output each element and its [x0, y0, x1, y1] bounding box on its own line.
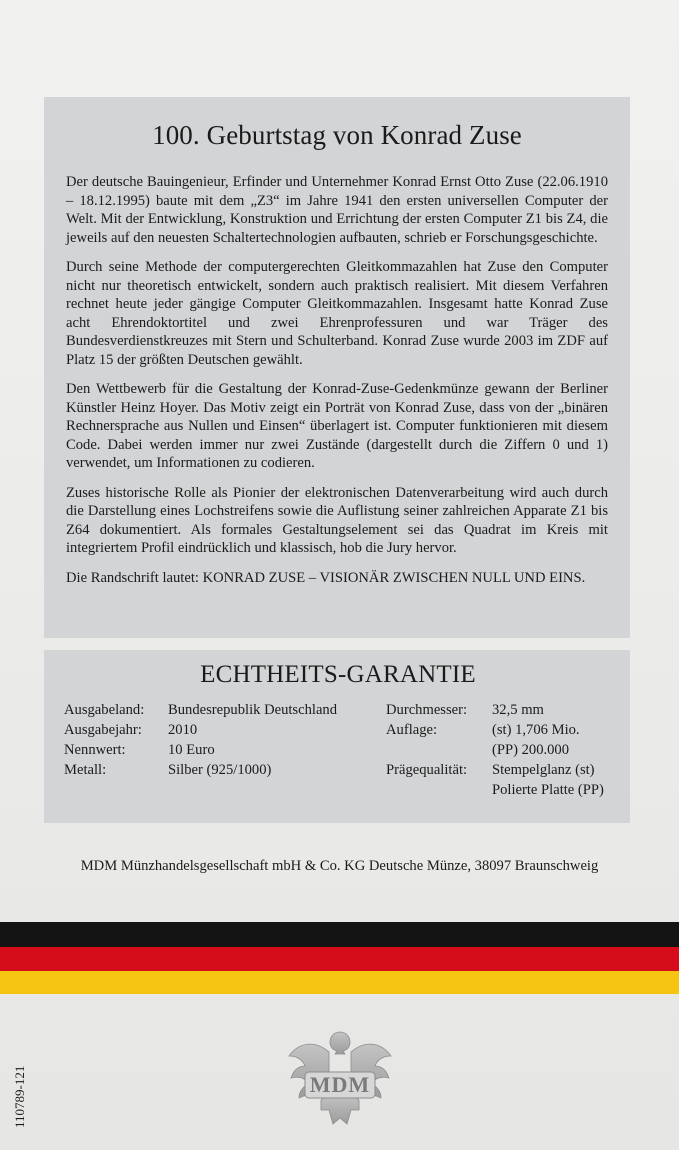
- spec-row: [64, 760, 337, 780]
- spec-row: [64, 740, 337, 760]
- spec-label: [386, 780, 492, 800]
- spec-value: 10 Euro: [168, 742, 215, 758]
- spec-label: Metall:: [64, 762, 107, 778]
- spec-label: [386, 740, 492, 760]
- spec-value: (st) 1,706 Mio.: [492, 722, 580, 738]
- spec-value: Silber (925/1000): [168, 762, 272, 778]
- spec-row: [386, 700, 604, 720]
- paragraph-historic-role: Zuses historische Rolle als Pionier der elektronischen Datenverarbeitung wird auch durch die Darstellung eines Lochstreifens sowie die Auflistung seiner zahlreichen Apparate Z1 bis Z64 dokumentiert. Als formales Gestaltungselement sei das Quadrat im Kreis mit integriertem Profil eindrücklich und klassisch, hob die Jury hervor.: [66, 484, 608, 556]
- spec-label: Prägequalität:: [386, 762, 468, 778]
- spec-label: Durchmesser:: [386, 702, 468, 718]
- spec-column-left: [64, 700, 337, 780]
- mdm-logo: [285, 1030, 395, 1126]
- spec-row: [64, 700, 337, 720]
- spec-value: (PP) 200.000: [492, 742, 570, 758]
- spec-row: [64, 720, 337, 740]
- paragraph-biography: Der deutsche Bauingenieur, Erfinder und Unternehmer Konrad Ernst Otto Zuse (22.06.1910 – 18.12.1995) baute mit dem „Z3“ im Jahre 1941 den ersten universellen Computer der Welt. Mit der Entwicklung, Konstruktion und Errichtung der ersten Computer Z1 bis Z4, die jeweils auf den neuesten Schaltertechnologien aufbauten, schrieb er Forschungsgeschichte.: [66, 174, 608, 246]
- serial-number: 110789-121: [12, 1065, 27, 1128]
- spec-column-right: [386, 700, 604, 800]
- spec-value: Stempelglanz (st): [492, 762, 595, 778]
- spec-label: Nennwert:: [64, 742, 126, 758]
- spec-label: Ausgabejahr:: [64, 722, 142, 738]
- spec-label: Auflage:: [386, 722, 438, 738]
- spec-row: [386, 740, 604, 760]
- page-title: 100. Geburtstag von Konrad Zuse: [152, 120, 522, 150]
- spec-row: [386, 780, 604, 800]
- logo-text: MDM: [309, 1072, 371, 1097]
- paragraph-floating-point: Durch seine Methode der computergerechten Gleitkommazahlen hat Zuse den Computer nicht nur theoretisch entwickelt, sondern auch praktisch realisiert. Mit diesem Verfahren rechnet heute jeder gängige Computer Gleitkommazahlen. Insgesamt hatte Konrad Zuse acht Ehrendoktortitel und zwei Ehrenprofessuren und war Träger des Bundesverdienstkreuzes mit Stern und Schulterband. Konrad Zuse wurde 2003 im ZDF auf Platz 15 der größten Deutschen gewählt.: [66, 259, 608, 368]
- spec-value: 2010: [168, 722, 198, 738]
- spec-label: Ausgabeland:: [64, 702, 145, 718]
- spec-value: Polierte Platte (PP): [492, 782, 604, 798]
- guarantee-panel: [44, 650, 630, 823]
- paragraph-competition: Den Wettbewerb für die Gestaltung der Konrad-Zuse-Gedenkmünze gewann der Berliner Künstler Heinz Hoyer. Das Motiv zeigt ein Porträt von Konrad Zuse, dass von der „binären Rechnersprache aus Nullen und Einsen“ überlagert ist. Computer funktionieren mit diesem Code. Dabei werden immer nur zwei Zustände (dargestellt durch die Ziffern 0 und 1) verwendet, um Informationen zu codieren.: [66, 381, 608, 471]
- paragraph-edge-inscription: Die Randschrift lautet: KONRAD ZUSE – VISIONÄR ZWISCHEN NULL UND EINS.: [66, 569, 586, 586]
- flag-stripe-gold: [0, 971, 679, 994]
- flag-stripe-black: [0, 922, 679, 947]
- guarantee-title: ECHTHEITS-GARANTIE: [200, 661, 476, 688]
- publisher-line: MDM Münzhandelsgesellschaft mbH & Co. KG Deutsche Münze, 38097 Braunschweig: [80, 858, 599, 874]
- spec-value: Bundesrepublik Deutschland: [168, 702, 338, 718]
- flag-stripe-red: [0, 947, 679, 971]
- spec-row: [386, 760, 604, 780]
- spec-value: 32,5 mm: [492, 702, 544, 718]
- spec-row: [386, 720, 604, 740]
- info-panel: [44, 97, 630, 638]
